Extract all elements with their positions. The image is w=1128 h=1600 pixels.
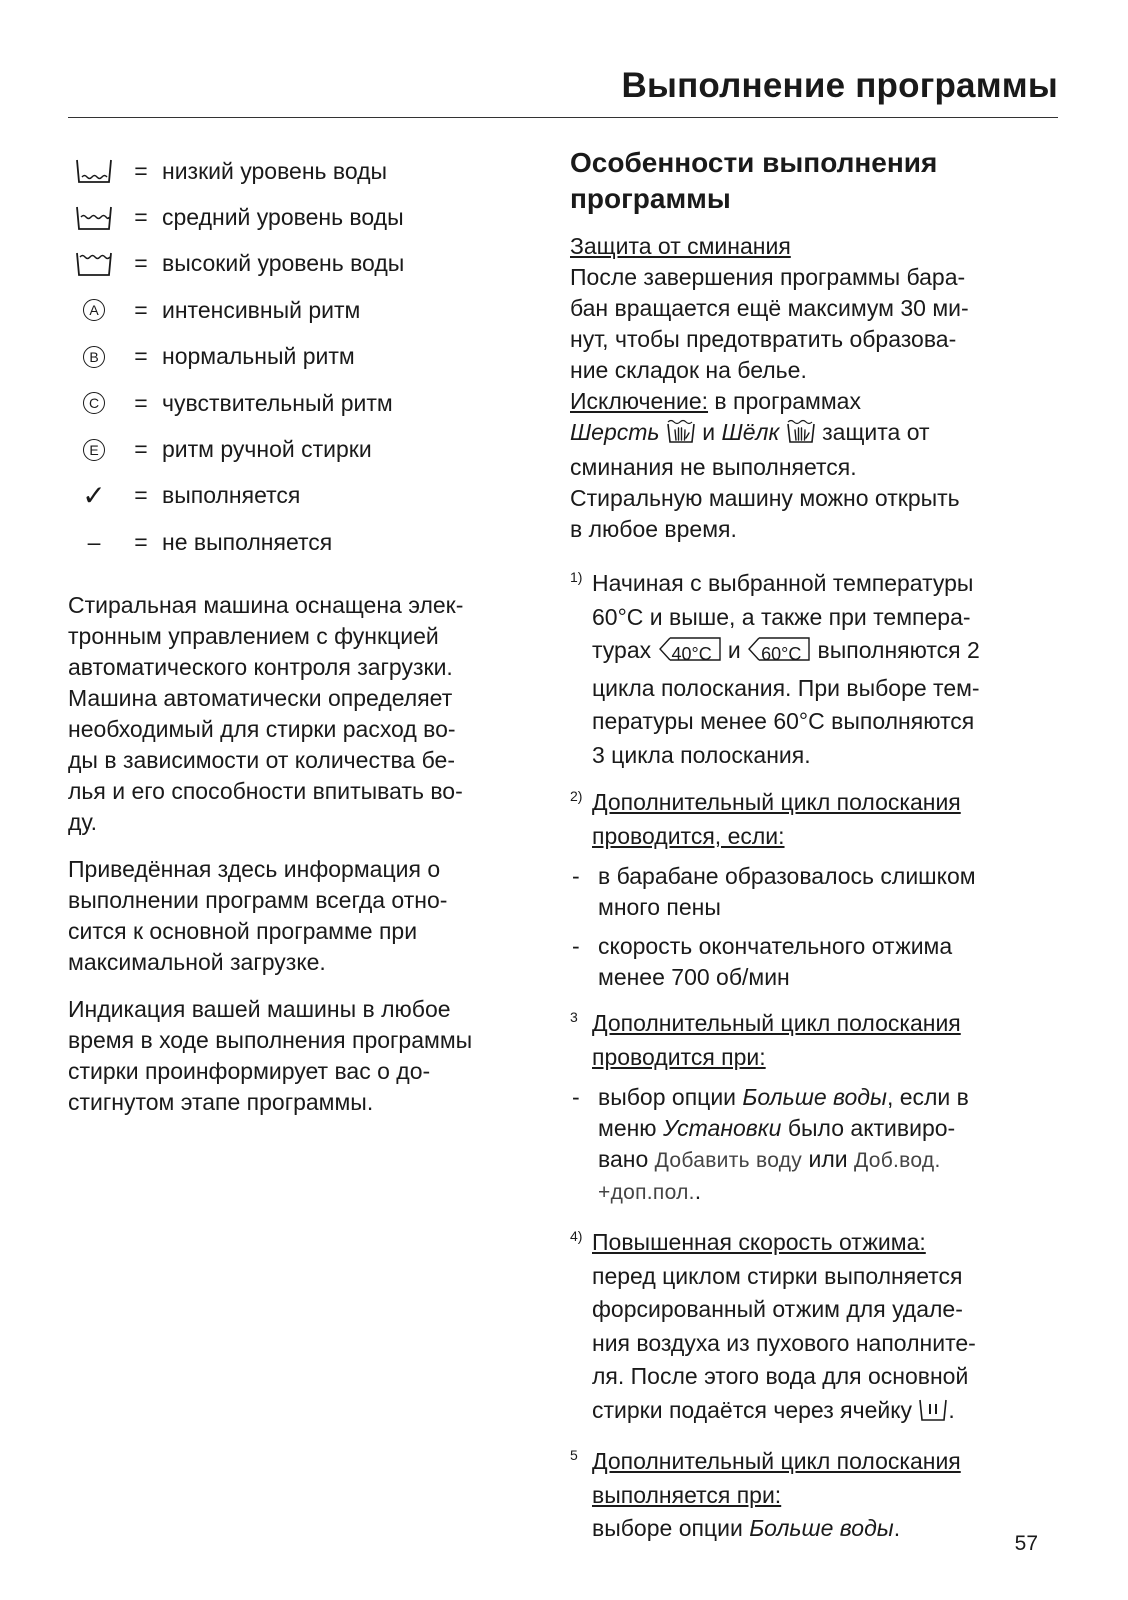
display-text: Добавить воду: [654, 1149, 803, 1172]
option-more-water: Больше воды: [749, 1515, 894, 1541]
option-more-water: Больше воды: [742, 1084, 887, 1110]
circle-letter-e-icon: E: [83, 439, 105, 461]
menu-settings: Установки: [662, 1115, 782, 1141]
legend-row: = средний уровень воды: [68, 194, 548, 240]
legend-label: выполняется: [162, 482, 301, 509]
right-column: [570, 145, 1060, 1546]
detergent-compartment-ii-icon: [918, 1398, 948, 1432]
footnote-5: 5 Дополнительный цикл полоскания выполняется при: выборе опции Больше воды.: [570, 1445, 1060, 1546]
program-wool: Шерсть: [570, 419, 660, 445]
display-text: Доб.вод.: [853, 1149, 941, 1172]
footnote-3: 3 Дополнительный цикл полоскания проводится при:: [570, 1007, 1060, 1074]
legend-row: – = не выполняется: [68, 519, 548, 565]
legend-label: средний уровень воды: [162, 204, 404, 231]
legend-label: нормальный ритм: [162, 343, 355, 370]
water-level-medium-icon: [68, 205, 120, 231]
legend-row: B = нормальный ритм: [68, 334, 548, 380]
legend-label: высокий уровень воды: [162, 250, 405, 277]
legend-label: чувствительный ритм: [162, 389, 393, 416]
display-paragraph: Индикация вашей машины в любое время в ходе выполнения программы стирки проинформирует вас о до- стигнутом этапе программы.: [68, 995, 473, 1115]
checkmark-icon: ✓: [82, 480, 106, 512]
silk-hand-wash-icon: [786, 418, 816, 452]
legend-row: A = интенсивный ритм: [68, 287, 548, 333]
display-text: +доп.пол.: [598, 1181, 695, 1204]
footnote-marker: 4): [570, 1228, 583, 1244]
circle-letter-c-icon: C: [83, 392, 105, 414]
footnote-marker: 2): [570, 788, 583, 804]
page-number: 57: [1014, 1532, 1038, 1555]
program-silk: Шёлк: [721, 419, 780, 445]
info-paragraph: Приведённая здесь информация о выполнении программ всегда отно- сится к основной программе при максимальной загрузке.: [68, 855, 448, 975]
temp-60-quick-icon: 60°C: [747, 636, 811, 672]
wool-hand-wash-icon: [666, 418, 696, 452]
footnote-2: 2) Дополнительный цикл полоскания проводится, если:: [570, 786, 1060, 853]
list-item: - в барабане образовалось слишком много пены: [572, 863, 976, 920]
footnote-marker: 1): [570, 569, 583, 585]
crease-protection-block: Защита от сминания После завершения программы бара- бан вращается ещё максимум 30 ми- нут, чтобы предотвратить образова- ние складок на белье. Исключение: в программах Шерсть и Шёлк защита от сминания не выполняется. Стиральную машину можно открыть в любое время.: [570, 231, 1060, 545]
crease-heading: Защита от сминания: [570, 233, 791, 259]
intro-paragraph: Стиральная машина оснащена элек- тронным управлением с функцией автоматического контроля загрузки. Машина автоматически определяет необходимый для стирки расход во- ды в зависимости от количества бе- лья и его способности впитывать во- ду.: [68, 591, 464, 835]
legend-label: не выполняется: [162, 528, 333, 555]
circle-letter-a-icon: A: [83, 299, 105, 321]
page-title: Выполнение программы: [621, 66, 1058, 105]
section-title: Особенности выполнения программы: [570, 147, 938, 214]
legend-row: C = чувствительный ритм: [68, 380, 548, 426]
legend-row: ✓ = выполняется: [68, 473, 548, 519]
exception-label: Исключение:: [570, 388, 709, 414]
list-item: - выбор опции Больше воды, если в меню Установки было активиро- вано Добавить воду или Доб.вод. +доп.пол..: [572, 1084, 969, 1204]
legend-label: интенсивный ритм: [162, 296, 361, 323]
footnote-1: 1) Начиная с выбранной температуры 60°C и выше, а также при темпера- турах 40°C и 60°C выполняются 2 цикла полоскания. При выборе тем- пературы менее 60°C выполняются 3 цикла полоскания.: [570, 567, 1060, 772]
footnote-marker: 3: [570, 1009, 578, 1025]
water-level-low-icon: [68, 158, 120, 184]
circle-letter-b-icon: B: [83, 346, 105, 368]
water-level-high-icon: [68, 251, 120, 277]
list-item: - скорость окончательного отжима менее 700 об/мин: [572, 933, 953, 990]
legend-row: E = ритм ручной стирки: [68, 426, 548, 472]
legend-label: низкий уровень воды: [162, 157, 388, 184]
legend-label: ритм ручной стирки: [162, 436, 372, 463]
header-divider: [68, 117, 1058, 118]
dash-icon: –: [87, 528, 101, 555]
footnote-4: 4) Повышенная скорость отжима: перед циклом стирки выполняется форсированный отжим для удале- ния воздуха из пухового наполните- ля. После этого вода для основной стирки подаётся через ячейку .: [570, 1226, 1060, 1431]
left-column: [68, 148, 548, 1134]
symbol-legend: [68, 148, 548, 566]
legend-row: = низкий уровень воды: [68, 148, 548, 194]
footnote-marker: 5: [570, 1447, 578, 1463]
temp-40-quick-icon: 40°C: [658, 636, 722, 672]
legend-row: = высокий уровень воды: [68, 241, 548, 287]
